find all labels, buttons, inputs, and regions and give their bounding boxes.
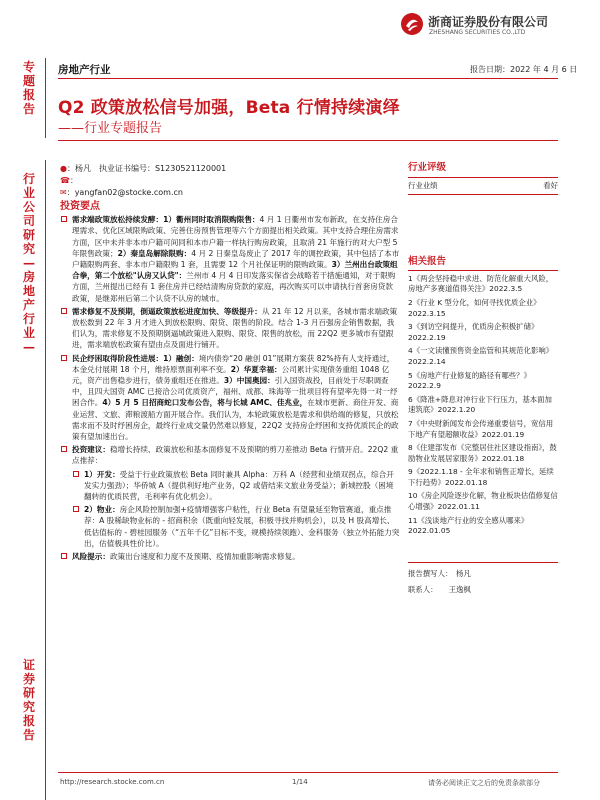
bullet-icon (61, 553, 67, 559)
footer-divider (58, 772, 558, 773)
related-report-item[interactable]: 3《到访空间提升，优质房企积极扩储》2022.2.19 (408, 322, 539, 342)
footer-url[interactable]: http://research.stocke.com.cn (60, 778, 165, 786)
page-number: 1/14 (292, 778, 308, 786)
header-divider (58, 78, 558, 79)
email-icon: ✉ (60, 188, 67, 197)
related-report-item[interactable]: 5《房地产行业修复的路径有哪些？》2022.2.9 (408, 370, 531, 391)
bullet-icon (61, 446, 67, 452)
related-report-item[interactable]: 1《两会坚持稳中求进、防范化解重大风险，房地产多赛道值得关注》2022.3.5 (408, 273, 554, 294)
risk-warning: 风险提示：政策出台速度和力度不及预期、疫情加重影响需求修复。 (60, 551, 400, 562)
paragraph-2: 需求修复不及预期，倒逼政策放松进度加快、等级提升：从 21 年 12 月以来，各城市需求端政策放松数到 22 年 3 月才进入到放松限购、限贷、限售的阶段。结合 1-3 月百强房企销售数据，我们认为，需求修复不及预期倒逼城政策进入限购、限贷、限售的放松，而 22Q2 更多城市有望跟进，需求端放松政策有望由点及面进行铺开。 (60, 306, 400, 351)
related-report-item[interactable]: 7《中央财新闻发布会传递重要信号，宽信用下地产有望超额收益》2022.01.19 (408, 418, 554, 439)
side-divider-top (45, 58, 46, 138)
report-date: 报告日期：2022 年 4 月 6 日 (470, 65, 578, 74)
rating-row (408, 177, 558, 196)
report-author: 报告撰写人： 杨凡 (408, 568, 471, 578)
rating-title: 行业评级 (408, 162, 447, 173)
sidebar (408, 163, 558, 596)
side-label-bottom (22, 658, 36, 742)
bullet-icon (61, 308, 67, 314)
related-report-item[interactable]: 6《降准+降息对冲行业下行压力，基本面加速筑底》2022.1.20 (408, 394, 552, 415)
side-label-text: 证 券 研 究 报 告 (22, 658, 35, 742)
title-divider (58, 140, 558, 141)
related-report-item[interactable]: 10《房企风险逐步化解，物业板块估值修复信心增强》2022.01.11 (408, 491, 558, 512)
company-name-en: ZHESHANG SECURITIES CO.,LTD (429, 29, 526, 36)
side-label-mid (22, 172, 36, 354)
investment-item-2: 2）物业：房企风险控制加强+疫情增强客户粘性，行业 Beta 有望量延至物管赛道，重点推荐：A 股稀缺物业标的 - 招商积余（既重向轻发展，积极寻找并购机会），以及 H 股高增长、低估值标的 - 碧桂园服务（“五年千亿”目标不变，规模持续领跑）、金科服务（独立外拓能力突出，估值极具性价比）。 (72, 504, 400, 549)
bullet-icon (61, 355, 67, 361)
report-subtitle: ——行业专题报告 (58, 121, 163, 136)
bullet-icon (61, 216, 67, 222)
related-title: 相关报告 (408, 257, 558, 271)
company-logo-icon (400, 12, 424, 36)
main-content (60, 201, 400, 564)
related-report-item[interactable]: 2《行业 K 型分化，如何寻找优质企业》2022.3.15 (408, 297, 541, 318)
rating-label: 行业业绩 (408, 180, 438, 190)
paragraph-1: 需求端政策放松持续发酵：1）衢州同时取消限购限售：4 月 1 日衢州市发布新政，在支持住房合理需求、优化区域限购政策、完善住房预售管理等六个方面提出相关政策。其中支持合理住房需求方面，区中未并非本市户籍可间同和本市户籍一样执行购房政策，且取消 21 年施行的对大户型 5 年限售政策；2）秦皇岛解除限购：4 月 2 日秦皇岛废止了 2017 年的调控政策，其中包括了本市户籍限购两套、非本市户籍限购 1 套，且需要 12 个月社保证明的限购政策。3）兰州出台政策组合拳，第二个放松"认房又认贷"：兰州市 4 月 4 日印发落实保省会战略若干措施通知，对于限购方面，兰州提出已经有 1 套住房并已经结清购房贷款的家庭，再次购买可以申请执行首套房贷款政策，是继郑州后第二个认贷不认房的城市。 (60, 214, 400, 304)
person-icon: ● (60, 164, 67, 173)
bullet-icon (73, 471, 79, 477)
side-label-text: 行 业 公 司 研 究 — 房 地 产 行 业 — (22, 172, 35, 354)
investment-item-1: 1）开发：受益于行业政策放松 Beta 同时兼具 Alpha：万科 A（经营和业绩双拐点，综合开发实力强劲）；华侨城 A（提供利好地产业务，Q2 或借结来文旅业务受益）；新城控股（困境翻转的优质民营，毛利率有优化机会）。 (72, 469, 400, 503)
related-report-item[interactable]: 11《浅谈地产行业的安全感从哪来》2022.01.05 (408, 515, 529, 536)
paragraph-3: 民企纾困取得阶段性进展：1）融创：境内债券“20 融创 01”展期方案获 82%持有人支持通过，本金兑付展期 18 个月，维持原票面利率不变。2）华夏幸福：公司累计实现债务重组 1048 亿元，资产出售稳步进行，债务重组还在推进。3）中国奥园：引入国资战投，目前处于尽职调查中，且四大国资 AMC 已接洽公司优质资产，福州、成都、珠海等一批项目将有望率先得一对一纾困合作。4）5 月 5 日招商蛇口发布公告，将与长城 AMC、佳兆业，在城市更新、商住开发、商业运营、文旅、滞粮渡船方面开展合作。我们认为，本轮政策放松是需求和供给端的修复，只放松需求而不及时纾困房企，最终行业成交量仍然难以修复，22Q2 支持房企纾困和支持优质民企的政策有望加速出台。 (60, 353, 400, 443)
related-report-item[interactable]: 8《住建部发布《完整居住社区建设指南》，鼓励物业发展居家服务》2022.01.18 (408, 443, 557, 463)
related-report-item[interactable]: 4《一文读懂预售资金监管和其规范化影响》2022.2.14 (408, 346, 554, 366)
analyst-line-3: ✉：yangfan02@stocke.com.cn (60, 188, 183, 197)
industry-label: 房地产行业 (58, 64, 111, 76)
contact-person: 联系人： 王逸枫 (408, 585, 471, 595)
side-divider-mid (45, 160, 46, 800)
investment-advice: 投资建议：稳增长持续、政策放松和基本面修复不及预期的剪刀差推动 Beta 行情开启。22Q2 重点推荐： 1）开发：受益于行业政策放松 Beta 同时兼具 Alpha：万科 A（经营和业绩双拐点，综合开发实力强劲）；华侨城 A（提供利好地产业务，Q2 或借结来文旅业务受益）；新城控股（困境翻转的优质民营，毛利率有优化机会）。 2）物业：房企风险控制加强+疫情增强客户粘性，行业 Beta 有望量延至物管赛道，重点推荐：A 股稀缺物业标的 - 招商积余（既重向轻发展，积极寻找并购机会），以及 H 股高增长、低估值标的 - 碧桂园服务（“五年千亿”目标不变，规模持续领跑）、金科服务（独立外拓能力突出，估值极具性价比）。 (60, 444, 400, 549)
analyst-line-2: ☎： (60, 176, 78, 185)
rating-value: 看好 (543, 180, 558, 190)
side-label-text: 专 题 报 告 (22, 60, 35, 116)
analyst-line-1: ●：杨凡 执业证书编号：S1230521120001 (60, 164, 227, 173)
phone-icon: ☎ (60, 176, 70, 185)
section-title: 投资要点 (60, 201, 100, 212)
side-label-top (22, 60, 36, 116)
related-reports-list (408, 274, 558, 537)
company-name: 浙商证券股份有限公司 (428, 15, 549, 29)
report-title: Q2 政策放松信号加强，Beta 行情持续演绎 (58, 98, 400, 118)
bullet-icon (73, 506, 79, 512)
disclaimer: 请务必阅读正文之后的免责条款部分 (428, 779, 540, 787)
related-report-item[interactable]: 9《2022.1.18 - 全年求和销售正增长，延续下行趋势》2022.01.18 (408, 467, 554, 487)
